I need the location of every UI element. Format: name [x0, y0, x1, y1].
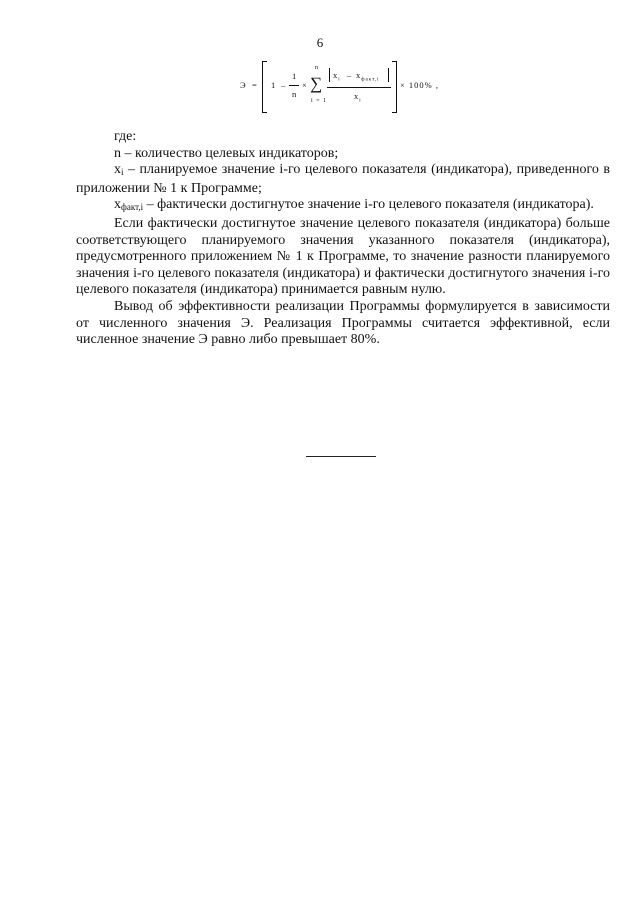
sigma-symbol: ∑	[310, 74, 323, 93]
formula-times: ×	[302, 80, 308, 90]
paragraph-conclusion: Вывод об эффективности реализации Программы формулируется в зависимости от численного значения Э. Реализация Программы считается эффективной, если численное значение Э равно либо превышает 80%.	[76, 298, 610, 348]
abs-bar-left	[329, 68, 330, 82]
xfact-subscript: факт,i	[121, 202, 144, 213]
numerator-xfact	[356, 70, 380, 83]
paragraph-excess-rule: Если фактически достигнутое значение целевого показателя (индикатора) больше соответствующего планируемого значения указанного показателя (индикатора), предусмотренного приложением № 1 к Программе, то значение разности планируемого значения i-го целевого показателя (индикатора) и фактически достигнутого значения i-го целевого показателя (индикатора) принимается равным нулю.	[76, 215, 610, 298]
abs-bar-right	[388, 68, 389, 82]
sum-lower-limit: i = 1	[311, 98, 328, 104]
numerator-x-sub: i	[338, 77, 341, 83]
numerator-minus: –	[347, 70, 353, 80]
formula-one: 1	[271, 80, 277, 90]
end-rule	[306, 456, 376, 457]
numerator-xfact-sub: факт,i	[361, 77, 380, 83]
denominator-x-sub: i	[359, 98, 362, 104]
main-fraction-line	[327, 87, 391, 88]
formula-lhs: Э	[240, 80, 247, 90]
xfact-definition	[76, 197, 610, 216]
numerator-xfact-var: x	[356, 70, 362, 80]
n-definition: n – количество целевых индикаторов;	[114, 145, 339, 161]
xfact-variable: x	[114, 197, 121, 213]
xfact-definition-text: – фактически достигнутое значение i-го целевого показателя (индикатора).	[143, 197, 594, 213]
formula-equals: =	[252, 80, 258, 90]
denominator-x	[354, 91, 362, 104]
body-text	[76, 129, 610, 349]
page-number: 6	[316, 35, 324, 50]
formula-tail: × 100% ,	[400, 80, 439, 90]
denominator-x-var: x	[354, 91, 360, 101]
sum-upper-limit: n	[315, 65, 319, 71]
right-bracket	[392, 61, 397, 113]
xi-definition	[76, 162, 610, 197]
formula-minus-one: –	[281, 80, 287, 90]
left-bracket	[262, 61, 267, 113]
where-label: где:	[114, 129, 137, 144]
numerator-x-var: x	[333, 70, 339, 80]
formula-inverse-denominator: n	[292, 89, 298, 99]
inverse-fraction-line	[289, 85, 299, 86]
xi-subscript: i	[121, 167, 124, 178]
numerator-x	[333, 70, 341, 83]
xi-variable: x	[114, 162, 121, 178]
formula-inverse-numerator: 1	[292, 71, 298, 81]
efficiency-formula	[240, 58, 470, 116]
xi-definition-text: – планируемое значение i-го целевого показателя (индикатора), приведенного в приложении № 1 к Программе;	[76, 162, 610, 196]
